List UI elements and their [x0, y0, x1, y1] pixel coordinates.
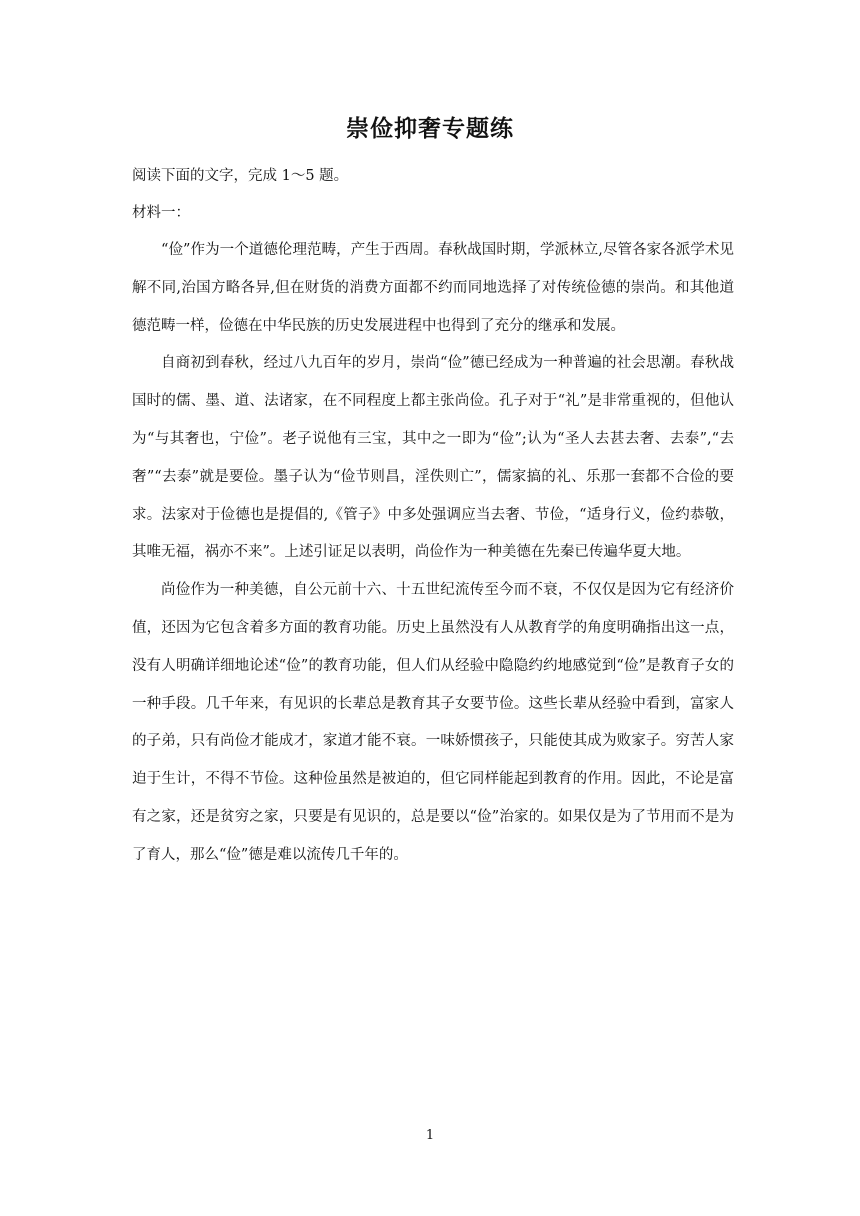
document-title: 崇俭抑奢专题练 — [346, 116, 514, 142]
paragraph-1: “俭”作为一个道德伦理范畴，产生于西周。春秋战国时期，学派林立,尽管各家各派学术见解不同,治国方略各异,但在财货的消费方面都不约而同地选择了对传统俭德的崇尚。和其他道德范畴一样，俭德在中华民族的历史发展进程中也得到了充分的继承和发展。 — [132, 242, 734, 334]
paragraph-2: 自商初到春秋，经过八九百年的岁月，崇尚“俭”德已经成为一种普遍的社会思潮。春秋战国时的儒、墨、道、法诸家，在不同程度上都主张尚俭。孔子对于“礼”是非常重视的，但他认为“与其奢也，宁俭”。老子说他有三宝，其中之一即为“俭”;认为“圣人去甚去奢、去泰”,“去奢”“去泰”就是要俭。墨子认为“俭节则昌，淫佚则亡”，儒家搞的礼、乐那一套都不合俭的要求。法家对于俭德也是提倡的,《管子》中多处强调应当去奢、节俭，“适身行义，俭约恭敬，其唯无福，祸亦不来”。上述引证足以表明，尚俭作为一种美德在先秦已传遍华夏大地。 — [132, 355, 734, 561]
reading-instruction: 阅读下面的文字，完成 1～5 题。 — [132, 168, 349, 184]
material-label: 材料一： — [132, 205, 190, 221]
document-body — [132, 158, 734, 875]
page-number: 1 — [425, 1128, 435, 1143]
paragraph-3: 尚俭作为一种美德，自公元前十六、十五世纪流传至今而不衰，不仅仅是因为它有经济价值，还因为它包含着多方面的教育功能。历史上虽然没有人从教育学的角度明确指出这一点，没有人明确详细地论述“俭”的教育功能，但人们从经验中隐隐约约地感觉到“俭”是教育子女的一种手段。几千年来，有见识的长辈总是教育其子女要节俭。这些长辈从经验中看到，富家人的子弟，只有尚俭才能成才，家道才能不衰。一味娇惯孩子，只能使其成为败家子。穷苦人家迫于生计，不得不节俭。这种俭虽然是被迫的，但它同样能起到教育的作用。因此，不论是富有之家，还是贫穷之家，只要是有见识的，总是要以“俭”治家的。如果仅是为了节用而不是为了育人，那么“俭”德是难以流传几千年的。 — [132, 582, 734, 863]
